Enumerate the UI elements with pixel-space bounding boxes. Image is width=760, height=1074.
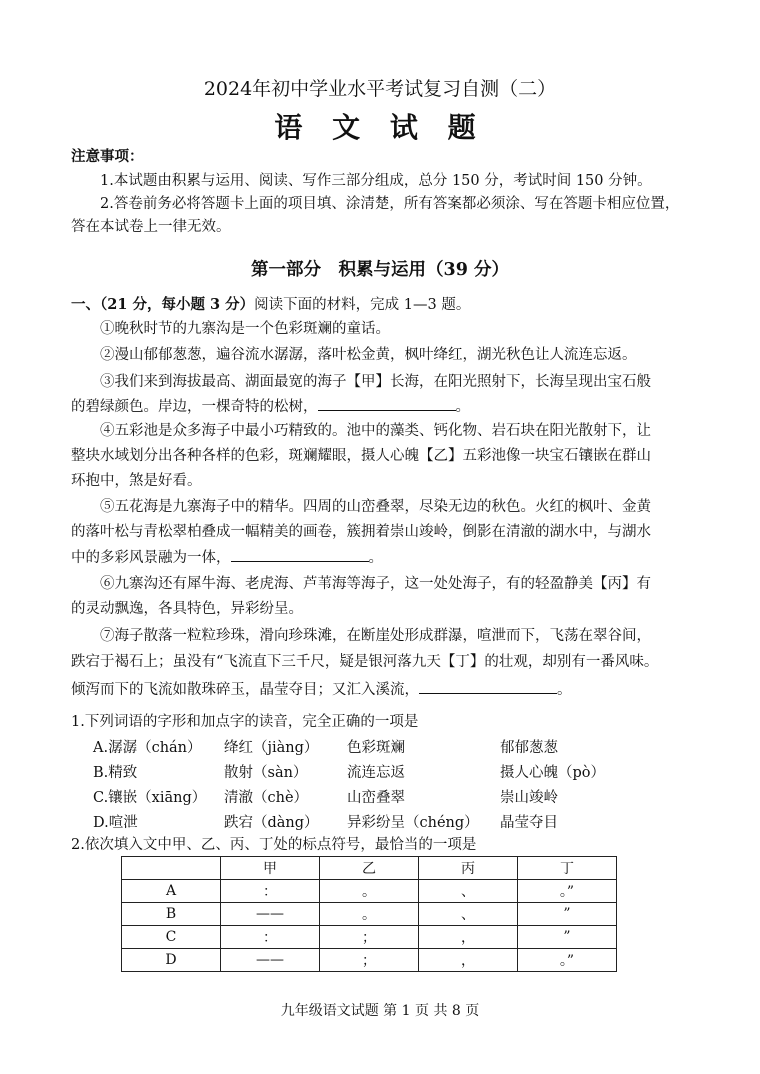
table-cell: ： bbox=[221, 926, 320, 949]
fill-blank-3 bbox=[419, 679, 557, 694]
q1-option-b-3: 流连忘返 bbox=[347, 765, 405, 781]
table-cell: ： bbox=[221, 880, 320, 903]
passage-paragraph-6-cont: 的灵动飘逸，各具特色，异彩纷呈。 bbox=[71, 601, 303, 617]
question-intro bbox=[71, 294, 470, 316]
fill-blank-1 bbox=[318, 396, 456, 411]
question-number: 一、 bbox=[71, 296, 100, 313]
table-cell: ” bbox=[518, 926, 617, 949]
table-row bbox=[122, 949, 617, 972]
q1-option-d-4: 晶莹夺目 bbox=[500, 815, 558, 831]
table-cell: 、 bbox=[419, 880, 518, 903]
table-header-cell: 乙 bbox=[320, 857, 419, 880]
passage-paragraph-5: ⑤五花海是九寨海子中的精华。四周的山峦叠翠，尽染无边的秋色。火红的枫叶、金黄 bbox=[100, 499, 651, 515]
table-row bbox=[122, 880, 617, 903]
table-cell: A bbox=[122, 880, 221, 903]
notice-heading: 注意事项： bbox=[71, 148, 144, 165]
table-cell: 、 bbox=[419, 903, 518, 926]
passage-paragraph-1: ①晚秋时节的九寨沟是一个色彩斑斓的童话。 bbox=[100, 321, 390, 337]
table-header-row bbox=[122, 857, 617, 880]
q1-option-a-4: 郁郁葱葱 bbox=[500, 740, 558, 756]
table-cell: ” bbox=[518, 903, 617, 926]
table-cell: D bbox=[122, 949, 221, 972]
exam-subject-title: 语 文 试 题 bbox=[274, 111, 486, 144]
table-cell: B bbox=[122, 903, 221, 926]
table-cell: ； bbox=[320, 926, 419, 949]
passage-paragraph-7: ⑦海子散落一粒粒珍珠，滑向珍珠滩，在断崖处形成群瀑，喧泄而下，飞荡在翠谷间， bbox=[100, 628, 651, 644]
q1-option-b-1: B.精致 bbox=[93, 765, 138, 781]
passage-paragraph-5-cont: 的落叶松与青松翠柏叠成一幅精美的画卷，簇拥着崇山竣岭，倒影在清澈的湖水中，与湖水 bbox=[71, 524, 651, 540]
q1-option-d-3: 异彩纷呈（chéng） bbox=[347, 815, 479, 831]
table-cell: ， bbox=[419, 949, 518, 972]
exam-title: 2024年初中学业水平考试复习自测（二） bbox=[203, 78, 557, 100]
table-header-cell: 甲 bbox=[221, 857, 320, 880]
question-instruction: 阅读下面的材料，完成 1—3 题。 bbox=[254, 297, 471, 313]
q1-option-a-2: 绛红（jiàng） bbox=[224, 740, 319, 756]
table-cell: C bbox=[122, 926, 221, 949]
passage-paragraph-7-cont: 跌宕于褐石上；虽没有“飞流直下三千尺，疑是银河落九天【丁】的壮观，却别有一番风味。 bbox=[71, 654, 659, 670]
passage-paragraph-5-end: 中的多彩风景融为一体， 。 bbox=[71, 547, 383, 569]
notice-item-2: 2.答卷前务必将答题卡上面的项目填、涂清楚，所有答案都必须涂、写在答题卡相应位置， bbox=[100, 196, 680, 212]
fill-blank-2 bbox=[231, 547, 369, 562]
table-cell: —— bbox=[221, 949, 320, 972]
punctuation-options-table bbox=[121, 856, 617, 972]
table-cell: ； bbox=[320, 949, 419, 972]
q1-option-b-4: 摄人心魄（pò） bbox=[500, 765, 606, 781]
table-header-cell bbox=[122, 857, 221, 880]
table-cell: —— bbox=[221, 903, 320, 926]
table-cell: 。 bbox=[320, 880, 419, 903]
table-cell: 。” bbox=[518, 949, 617, 972]
q1-option-b-2: 散射（sàn） bbox=[224, 765, 308, 781]
passage-paragraph-4-end: 环抱中，煞是好看。 bbox=[71, 473, 202, 489]
q1-option-a-3: 色彩斑斓 bbox=[347, 740, 405, 756]
q1-option-c-3: 山峦叠翠 bbox=[347, 790, 405, 806]
passage-paragraph-3-cont: 的碧绿颜色。岸边，一棵奇特的松树， 。 bbox=[71, 396, 470, 418]
q1-option-c-4: 崇山竣岭 bbox=[500, 790, 558, 806]
q1-option-d-1: D.喧泄 bbox=[93, 815, 138, 831]
question-1-stem: 1.下列词语的字形和加点字的读音，完全正确的一项是 bbox=[71, 714, 419, 730]
table-cell: ， bbox=[419, 926, 518, 949]
table-row bbox=[122, 926, 617, 949]
table-cell: 。 bbox=[320, 903, 419, 926]
passage-paragraph-7-end: 倾泻而下的飞流如散珠碎玉，晶莹夺目；又汇入溪流， 。 bbox=[71, 679, 572, 701]
table-header-cell: 丁 bbox=[518, 857, 617, 880]
table-cell: 。” bbox=[518, 880, 617, 903]
q1-option-a-1: A.潺潺（chán） bbox=[93, 740, 202, 756]
q1-option-c-2: 清澈（chè） bbox=[224, 790, 309, 806]
passage-paragraph-3: ③我们来到海拔最高、湖面最宽的海子【甲】长海，在阳光照射下，长海呈现出宝石般 bbox=[100, 374, 651, 390]
passage-paragraph-4-cont: 整块水域划分出各种各样的色彩，斑斓耀眼，摄人心魄【乙】五彩池像一块宝石镶嵌在群山 bbox=[71, 448, 651, 464]
page-footer: 九年级语文试题 第 1 页 共 8 页 bbox=[280, 1003, 480, 1019]
question-score: （21 分，每小题 3 分） bbox=[100, 296, 255, 313]
q1-option-c-1: C.镶嵌（xiāng） bbox=[93, 790, 207, 806]
table-row bbox=[122, 903, 617, 926]
table-header-cell: 丙 bbox=[419, 857, 518, 880]
passage-paragraph-6: ⑥九寨沟还有犀牛海、老虎海、芦苇海等海子，这一处处海子，有的轻盈静美【丙】有 bbox=[100, 576, 651, 592]
notice-item-1: 1.本试题由积累与运用、阅读、写作三部分组成，总分 150 分，考试时间 150 分钟。 bbox=[100, 173, 652, 189]
q1-option-d-2: 跌宕（dàng） bbox=[224, 815, 319, 831]
notice-item-2-cont: 答在本试卷上一律无效。 bbox=[71, 219, 231, 235]
question-2-stem: 2.依次填入文中甲、乙、丙、丁处的标点符号，最恰当的一项是 bbox=[71, 837, 477, 853]
section-title: 第一部分 积累与运用（39 分） bbox=[251, 260, 509, 280]
passage-paragraph-4: ④五彩池是众多海子中最小巧精致的。池中的藻类、钙化物、岩石块在阳光散射下，让 bbox=[100, 423, 651, 439]
passage-paragraph-2: ②漫山郁郁葱葱，遍谷流水潺潺，落叶松金黄，枫叶绛红，湖光秋色让人流连忘返。 bbox=[100, 347, 637, 363]
